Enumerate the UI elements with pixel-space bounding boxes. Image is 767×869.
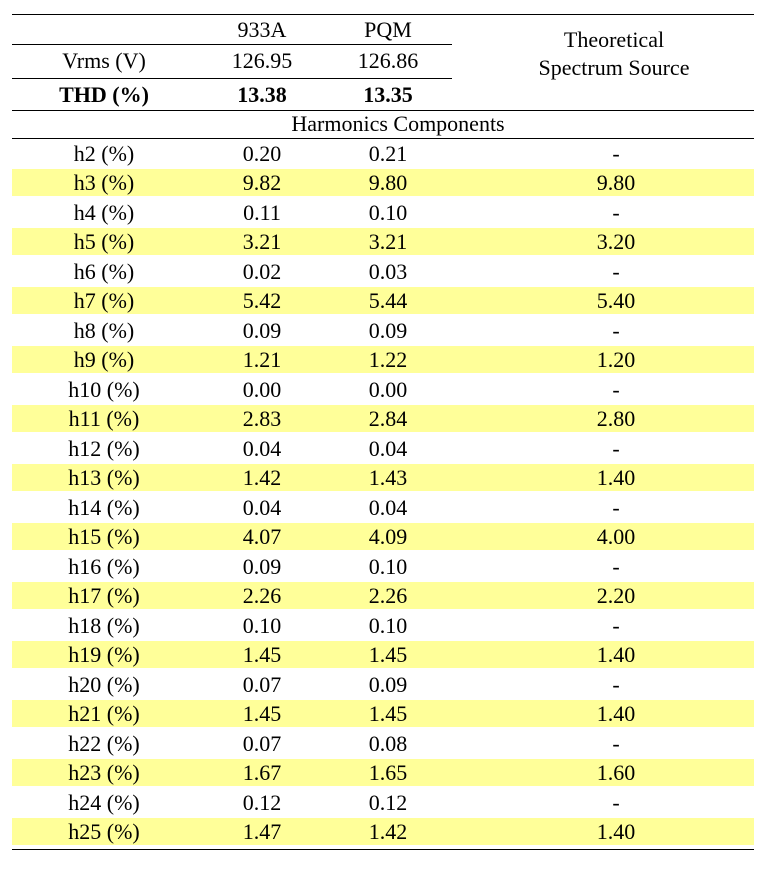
row-pqm-value: 1.42 [368, 819, 408, 844]
row-pqm-value: 1.45 [368, 642, 408, 667]
row-933a-value: 1.42 [242, 465, 282, 490]
row-pqm-value: 2.84 [368, 406, 408, 431]
row-theoretical-value: 4.00 [596, 524, 636, 549]
row-theoretical-value: 1.40 [596, 701, 636, 726]
row-933a-value: 1.21 [242, 347, 282, 372]
row-theoretical-value: - [612, 553, 620, 579]
row-label: h8 (%) [73, 317, 135, 343]
vrms-label: Vrms (V) [62, 48, 146, 73]
header-theoretical-line1: Theoretical [563, 27, 665, 52]
row-theoretical-value: - [612, 494, 620, 520]
row-pqm-value: 0.10 [368, 553, 408, 579]
row-933a-value: 0.02 [242, 258, 282, 284]
row-theoretical-value: - [612, 435, 620, 461]
row-933a-value: 0.10 [242, 612, 282, 638]
row-933a-value: 0.09 [242, 553, 282, 579]
row-933a-value: 2.83 [242, 406, 282, 431]
row-933a-value: 0.07 [242, 671, 282, 697]
row-label: h11 (%) [68, 406, 140, 431]
row-theoretical-value: 1.40 [596, 642, 636, 667]
row-label: h25 (%) [68, 819, 140, 844]
thd-pqm: 13.35 [363, 82, 413, 107]
row-pqm-value: 0.21 [368, 140, 408, 166]
row-933a-value: 1.67 [242, 760, 282, 785]
row-theoretical-value: 1.60 [596, 760, 636, 785]
row-933a-value: 4.07 [242, 524, 282, 549]
row-pqm-value: 5.44 [368, 288, 408, 313]
header-theoretical-line2: Spectrum Source [538, 55, 690, 80]
row-label: h3 (%) [73, 170, 135, 195]
row-933a-value: 2.26 [242, 583, 282, 608]
row-label: h21 (%) [68, 701, 140, 726]
header-theoretical-spectrum-source [474, 14, 754, 94]
header-933a: 933A [237, 17, 287, 42]
row-933a-value: 5.42 [242, 288, 282, 313]
row-pqm-value: 0.12 [368, 789, 408, 815]
row-933a-value: 1.47 [242, 819, 282, 844]
row-theoretical-value: - [612, 789, 620, 815]
bottom-rule [12, 849, 754, 850]
row-pqm-value: 9.80 [368, 170, 408, 195]
row-theoretical-value: - [612, 671, 620, 697]
row-933a-value: 0.09 [242, 317, 282, 343]
row-pqm-value: 1.43 [368, 465, 408, 490]
row-theoretical-value: - [612, 199, 620, 225]
vrms-933a: 126.95 [231, 48, 293, 73]
row-pqm-value: 3.21 [368, 229, 408, 254]
row-pqm-value: 0.00 [368, 376, 408, 402]
row-pqm-value: 1.65 [368, 760, 408, 785]
row-theoretical-value: 9.80 [596, 170, 636, 195]
row-theoretical-value: 2.80 [596, 406, 636, 431]
row-theoretical-value: - [612, 612, 620, 638]
row-pqm-value: 1.45 [368, 701, 408, 726]
row-pqm-value: 4.09 [368, 524, 408, 549]
row-theoretical-value: - [612, 140, 620, 166]
row-pqm-value: 0.04 [368, 494, 408, 520]
header-pqm: PQM [364, 17, 412, 42]
row-label: h9 (%) [73, 347, 135, 372]
row-label: h7 (%) [73, 288, 135, 313]
row-pqm-value: 0.03 [368, 258, 408, 284]
row-pqm-value: 2.26 [368, 583, 408, 608]
thd-933a: 13.38 [237, 82, 287, 107]
row-theoretical-value: 1.40 [596, 819, 636, 844]
row-933a-value: 0.07 [242, 730, 282, 756]
row-label: h19 (%) [68, 642, 140, 667]
section-title: Harmonics Components [291, 111, 505, 136]
row-theoretical-value: 1.40 [596, 465, 636, 490]
row-label: h13 (%) [68, 465, 140, 490]
row-label: h4 (%) [73, 199, 135, 225]
row-933a-value: 0.11 [243, 199, 281, 225]
row-theoretical-value: 1.20 [596, 347, 636, 372]
row-933a-value: 0.12 [242, 789, 282, 815]
row-label: h22 (%) [68, 730, 140, 756]
row-label: h12 (%) [68, 435, 140, 461]
row-theoretical-value: 5.40 [596, 288, 636, 313]
row-label: h15 (%) [68, 524, 140, 549]
row-933a-value: 3.21 [242, 229, 282, 254]
row-label: h2 (%) [73, 140, 135, 166]
row-theoretical-value: - [612, 376, 620, 402]
row-theoretical-value: - [612, 730, 620, 756]
row-label: h23 (%) [68, 760, 140, 785]
row-pqm-value: 0.08 [368, 730, 408, 756]
row-pqm-value: 0.04 [368, 435, 408, 461]
row-933a-value: 0.00 [242, 376, 282, 402]
row-933a-value: 1.45 [242, 642, 282, 667]
vrms-top-rule [12, 44, 452, 45]
row-label: h10 (%) [68, 376, 140, 402]
row-pqm-value: 0.09 [368, 671, 408, 697]
row-label: h5 (%) [73, 229, 135, 254]
row-label: h6 (%) [73, 258, 135, 284]
row-label: h20 (%) [68, 671, 140, 697]
row-label: h14 (%) [68, 494, 140, 520]
row-label: h24 (%) [68, 789, 140, 815]
row-theoretical-value: 2.20 [596, 583, 636, 608]
vrms-pqm: 126.86 [357, 48, 419, 73]
row-label: h17 (%) [68, 583, 140, 608]
thd-label: THD (%) [59, 82, 149, 107]
row-theoretical-value: 3.20 [596, 229, 636, 254]
row-theoretical-value: - [612, 258, 620, 284]
row-933a-value: 9.82 [242, 170, 282, 195]
row-pqm-value: 0.09 [368, 317, 408, 343]
row-theoretical-value: - [612, 317, 620, 343]
section-bottom-rule [12, 138, 754, 139]
row-pqm-value: 1.22 [368, 347, 408, 372]
row-933a-value: 0.04 [242, 435, 282, 461]
row-933a-value: 0.20 [242, 140, 282, 166]
row-pqm-value: 0.10 [368, 199, 408, 225]
vrms-bottom-rule [12, 78, 452, 79]
row-label: h18 (%) [68, 612, 140, 638]
row-933a-value: 1.45 [242, 701, 282, 726]
row-933a-value: 0.04 [242, 494, 282, 520]
row-pqm-value: 0.10 [368, 612, 408, 638]
row-label: h16 (%) [68, 553, 140, 579]
